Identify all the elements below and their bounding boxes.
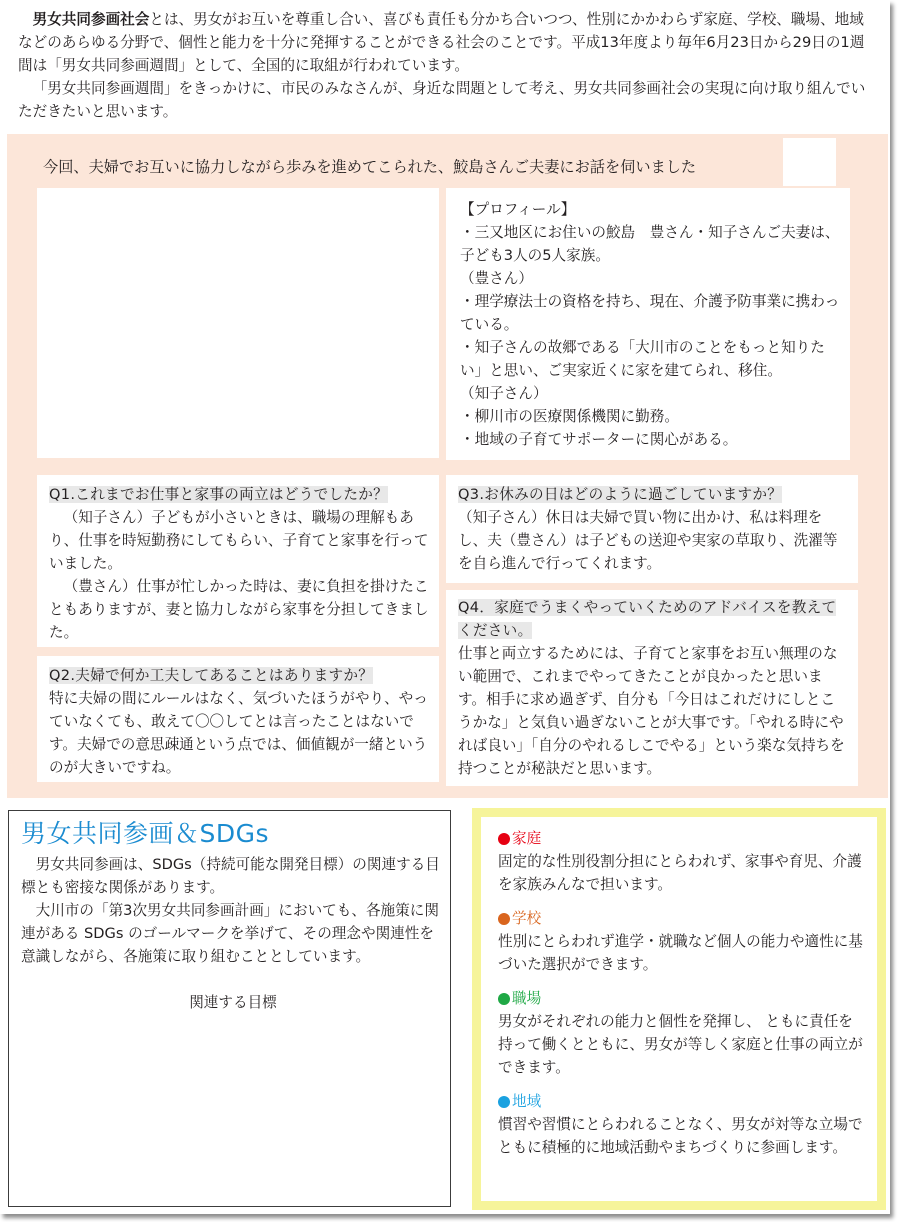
green-dot-icon bbox=[498, 993, 510, 1005]
profile-card bbox=[446, 188, 850, 460]
intro-paragraph-1: とは、男女がお互いを尊重し合い、喜びも責任も分かち合いつつ、性別にかかわらず家庭、学校、職場、地域などのあらゆる分野で、個性と能力を十分に発揮することができる社会のことです。平成13年度より毎年6月23日から29日の1週間は「男女共同参画週間」として、全国的に取組が行われています。 bbox=[18, 11, 865, 74]
sdgs-box bbox=[8, 810, 451, 1207]
q4-answer: 仕事と両立するためには、子育てと家事をお互い無理のない範囲で、これまでやってきたことが良かったと思います。相手に求め過ぎず、自分も「今日はこれだけにしとこうかな」と気負い過ぎないことが大事です。「やれる時にやれば良い」「自分のやれるしこでやる」という楽な気持ちを持つことが秘訣だと思います。 bbox=[458, 645, 845, 777]
q2-answer: 特に夫婦の間にルールはなく、気づいたほうがやり、やっていなくても、敢えて〇〇してとは言ったことはないです。夫婦での意思疎通という点では、価値観が一緒というのが大きいですね。 bbox=[49, 690, 428, 776]
interview-lead: 今回、夫婦でお互いに協力しながら歩みを進めてこられた、鮫島さんご夫妻にお話を伺いました bbox=[43, 158, 697, 176]
area-school-text: 性別にとらわれず進学・就職など個人の能力や適性に基づいた選択ができます。 bbox=[498, 933, 863, 973]
sdgs-title: 男女共同参画＆SDGs bbox=[21, 819, 270, 848]
q4-card bbox=[446, 590, 858, 786]
q4-question: Q4．家庭でうまくやっていくためのアドバイスを教えてください。 bbox=[458, 599, 837, 639]
area-workplace-text: 男女がそれぞれの能力と個性を発揮し、 ともに責任を持って働くとともに、男女が等しく家庭と仕事の両立ができます。 bbox=[498, 1013, 863, 1076]
q2-question: Q2.夫婦で何か工夫してあることはありますか？ bbox=[49, 667, 374, 684]
q1-question: Q1.これまでお仕事と家事の両立はどうでしたか？ bbox=[49, 486, 389, 503]
q1-answer-1: （知子さん）子どもが小さいときは、職場の理解もあり、仕事を時短勤務にしてもらい、子育てと家事を行っていました。 bbox=[49, 509, 429, 572]
profile-line: ・地域の子育てサポーターに関心がある。 bbox=[460, 431, 738, 448]
profile-title: 【プロフィール】 bbox=[460, 201, 576, 218]
related-goals-label: 関連する目標 bbox=[189, 994, 277, 1011]
intro-bold-term: 男女共同参画社会 bbox=[32, 11, 150, 28]
area-community-label: 地域 bbox=[512, 1093, 542, 1110]
area-home bbox=[498, 827, 863, 896]
interview-section bbox=[7, 134, 888, 798]
sdgs-paragraph-1: 男女共同参画は、SDGs（持続可能な開発目標）の関連する目標とも密接な関係があります。 bbox=[21, 856, 440, 896]
profile-line: （豊さん） bbox=[460, 270, 533, 287]
area-school-label: 学校 bbox=[512, 910, 542, 927]
q1-answer-2: （豊さん）仕事が忙しかった時は、妻に負担を掛けたこともありますが、妻と協力しながら家事を分担してきました。 bbox=[49, 578, 429, 641]
sdgs-paragraph-2: 大川市の「第3次男女共同参画計画」においても、各施策に関連がある SDGs のゴールマークを挙げて、その理念や関連性を意識しながら、各施策に取り組むこととしています。 bbox=[21, 902, 439, 965]
intro-text bbox=[18, 8, 873, 123]
q2-card bbox=[37, 656, 439, 782]
profile-line: ・柳川市の医療関係機関に勤務。 bbox=[460, 408, 679, 425]
area-home-label: 家庭 bbox=[512, 830, 542, 847]
q3-answer: （知子さん）休日は夫婦で買い物に出かけ、私は料理をし、夫（豊さん）は子どもの送迎や実家の草取り、洗濯等を自ら進んで行ってくれます。 bbox=[458, 509, 838, 572]
area-workplace-label: 職場 bbox=[512, 990, 542, 1007]
profile-line: ・理学療法士の資格を持ち、現在、介護予防事業に携わっている。 bbox=[460, 293, 840, 333]
area-community bbox=[498, 1090, 863, 1159]
q3-question: Q3.お休みの日はどのように過ごしていますか？ bbox=[458, 486, 783, 503]
area-workplace bbox=[498, 987, 863, 1079]
area-community-text: 慣習や習慣にとらわれることなく、男女が対等な立場でともに積極的に地域活動やまちづくりに参画します。 bbox=[498, 1116, 863, 1156]
profile-line: （知子さん） bbox=[460, 385, 548, 402]
intro-paragraph-2: 「男女共同参画週間」をきっかけに、市民のみなさんが、身近な問題として考え、男女共同参画社会の実現に向け取り組んでいただきたいと思います。 bbox=[18, 80, 866, 120]
red-dot-icon bbox=[498, 833, 510, 845]
blue-dot-icon bbox=[498, 1096, 510, 1108]
q1-card bbox=[37, 475, 439, 647]
areas-box bbox=[472, 808, 886, 1210]
q3-card bbox=[446, 475, 858, 583]
area-home-text: 固定的な性別役割分担にとらわれず、家事や育児、介護を家族みんなで担います。 bbox=[498, 853, 862, 893]
orange-dot-icon bbox=[498, 913, 510, 925]
area-school bbox=[498, 907, 863, 976]
profile-line: ・知子さんの故郷である「大川市のことをもっと知りたい」と思い、ご実家近くに家を建てられ、移住。 bbox=[460, 339, 825, 379]
photo-placeholder bbox=[37, 188, 439, 458]
profile-line: ・三又地区にお住いの鮫島 豊さん・知子さんご夫妻は、子ども3人の5人家族。 bbox=[460, 224, 840, 264]
